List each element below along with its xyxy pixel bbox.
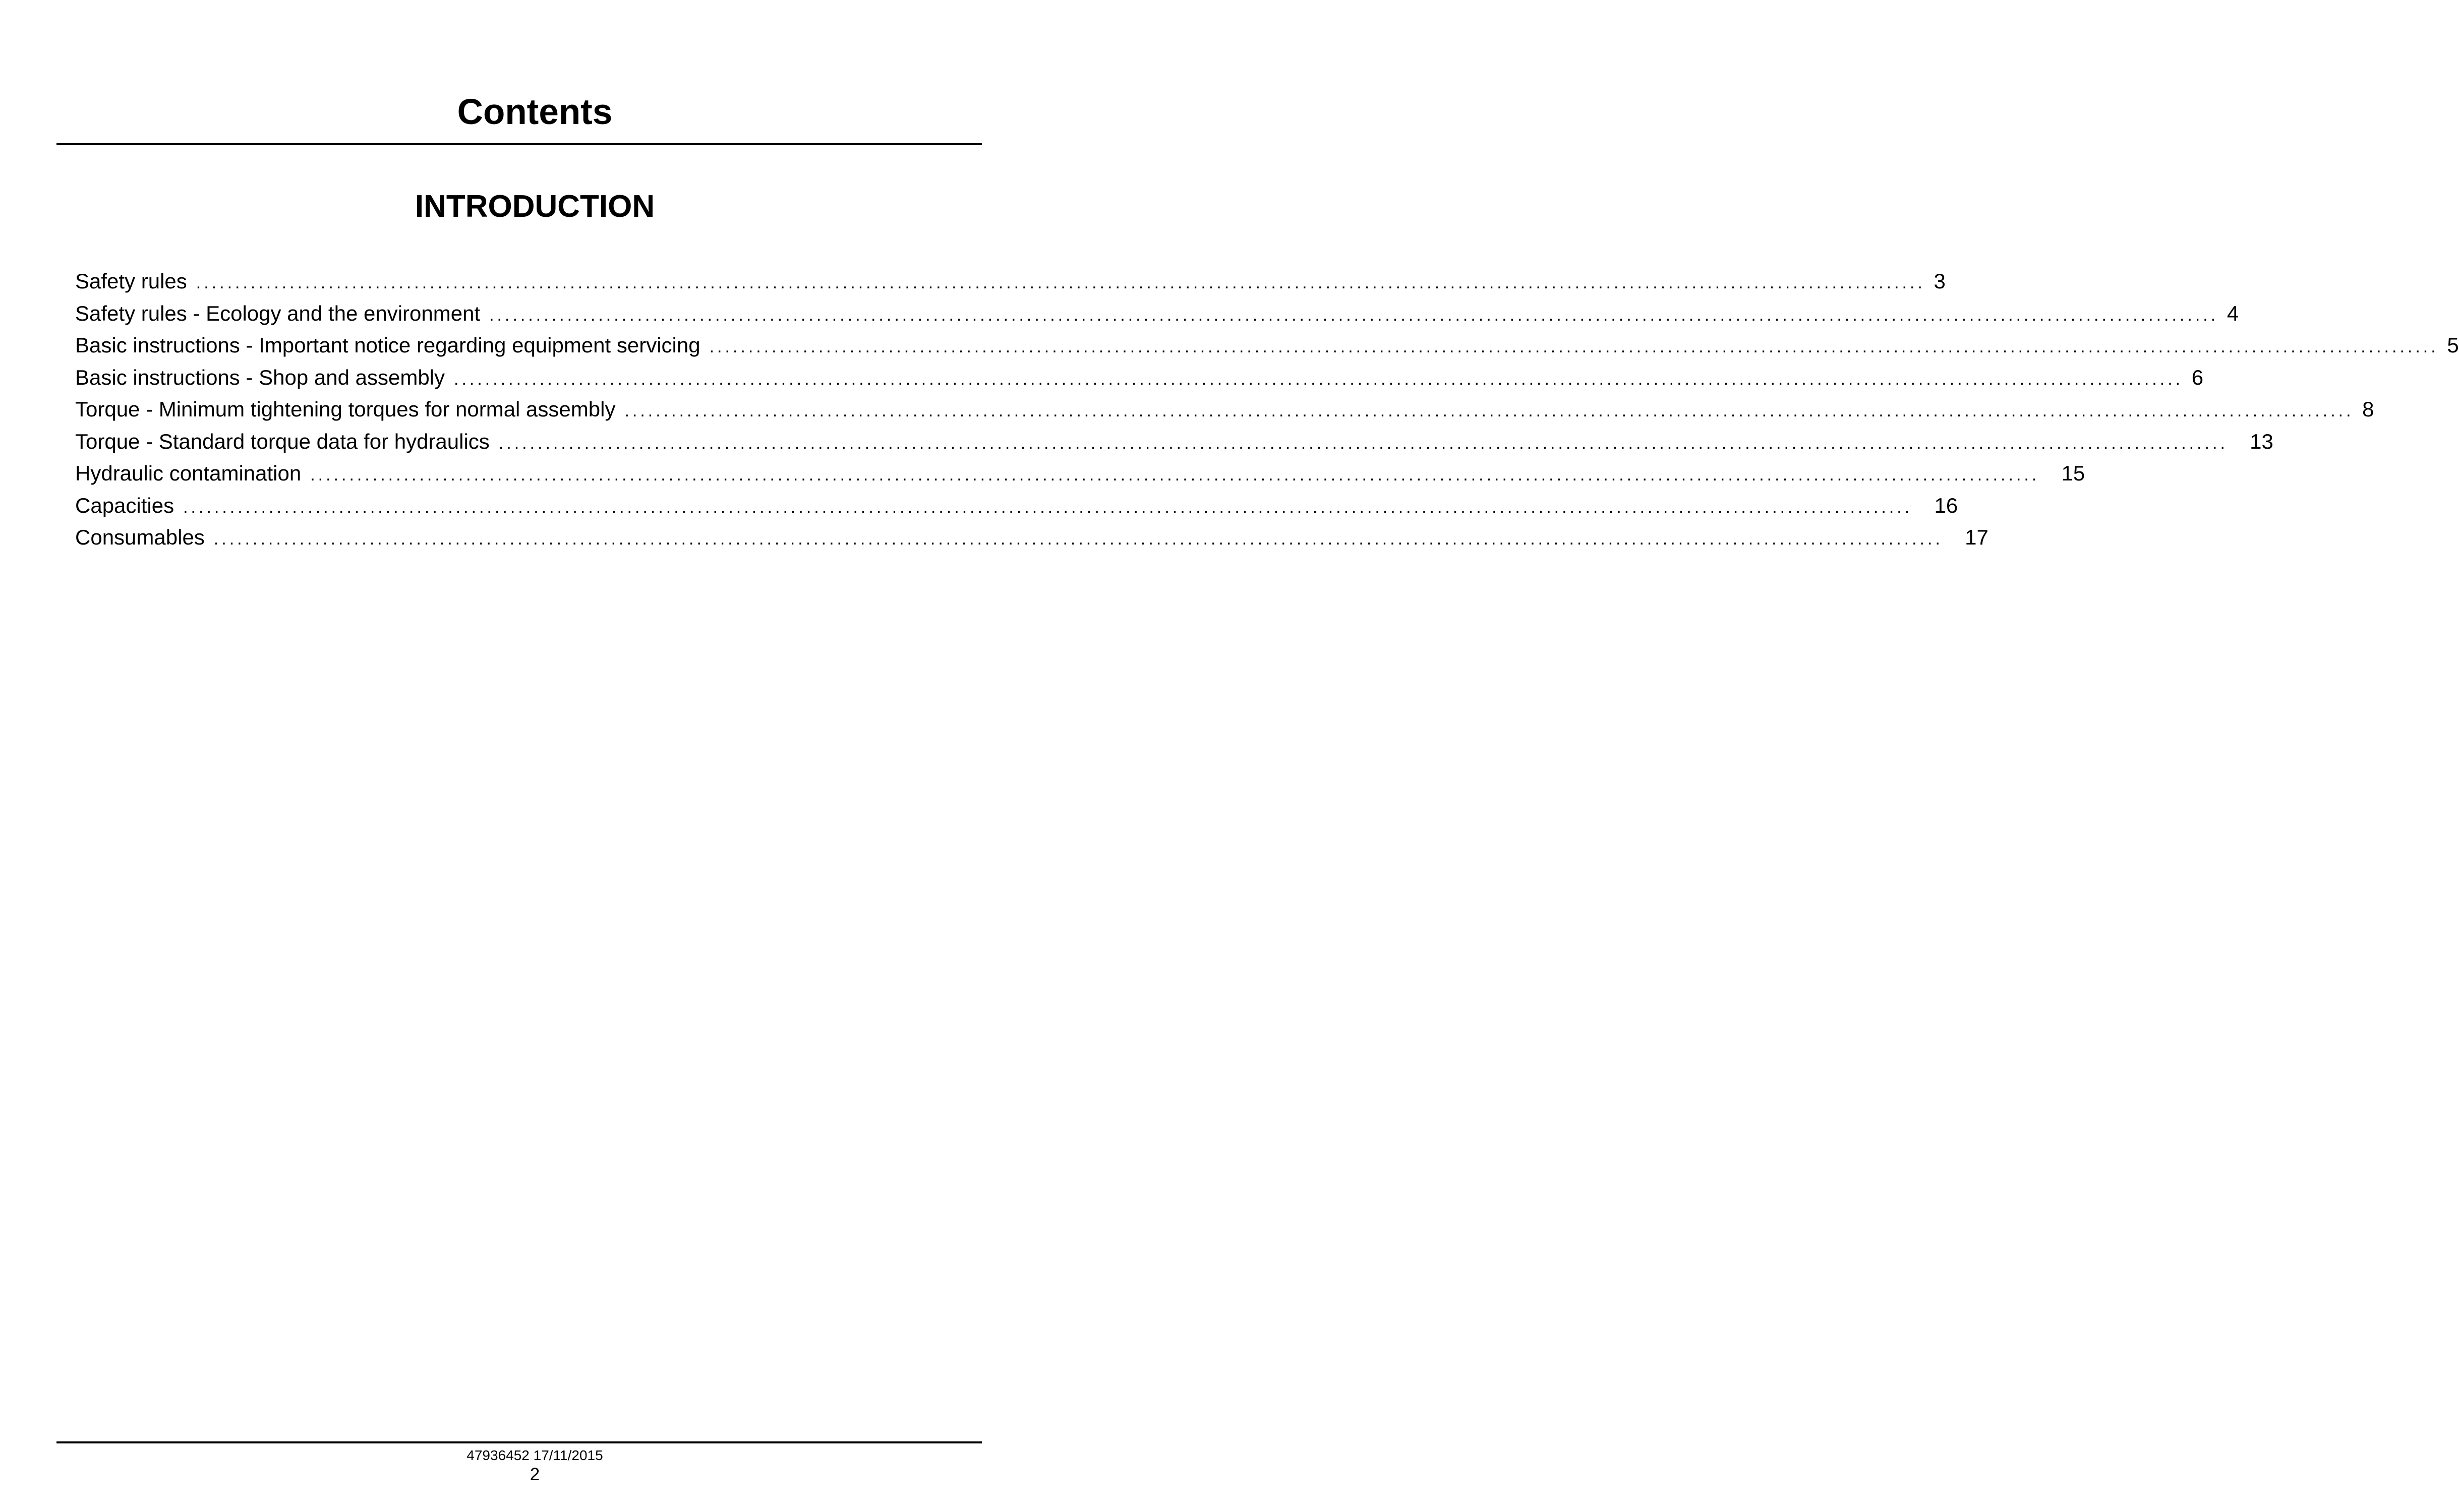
dot-leader: .............................................................................................................................................................................................................................. bbox=[213, 529, 1943, 549]
toc-entry-page: 15 bbox=[2061, 461, 2085, 485]
toc-entry-hydraulic-contamination[interactable] bbox=[75, 457, 2085, 490]
toc-entry-label: Consumables bbox=[75, 525, 205, 549]
header-divider bbox=[56, 143, 982, 145]
footer-divider bbox=[56, 1441, 982, 1443]
toc-entry-page: 16 bbox=[1934, 493, 1958, 517]
toc-entry-capacities[interactable] bbox=[75, 490, 1958, 522]
dot-leader: .............................................................................................................................................................................................................................. bbox=[489, 305, 2219, 325]
toc-entry-consumables[interactable] bbox=[75, 521, 1988, 554]
dot-leader: .............................................................................................................................................................................................................................. bbox=[709, 337, 2439, 356]
toc-entry-page: 6 bbox=[2191, 365, 2204, 389]
dot-leader: .............................................................................................................................................................................................................................. bbox=[310, 465, 2040, 485]
toc-entry-minimum-torques[interactable] bbox=[75, 393, 2374, 426]
page-number: 2 bbox=[530, 1465, 540, 1484]
dot-leader: .............................................................................................................................................................................................................................. bbox=[196, 273, 1925, 292]
toc-entry-page: 13 bbox=[2250, 429, 2273, 453]
toc-entry-page: 17 bbox=[1965, 525, 1988, 549]
document-code: 47936452 17/11/2015 bbox=[466, 1447, 603, 1463]
toc-entry-label: Torque - Standard torque data for hydraulics bbox=[75, 429, 490, 453]
toc-entry-label: Basic instructions - Important notice regarding equipment servicing bbox=[75, 333, 700, 357]
toc-entry-hydraulic-torque[interactable] bbox=[75, 426, 2273, 458]
toc-entry-page: 8 bbox=[2362, 397, 2374, 421]
section-heading: INTRODUCTION bbox=[415, 189, 655, 224]
toc-entry-shop-and-assembly[interactable] bbox=[75, 361, 2204, 394]
toc-entry-ecology[interactable] bbox=[75, 297, 2239, 330]
toc-entry-label: Hydraulic contamination bbox=[75, 461, 302, 485]
toc-entry-label: Safety rules - Ecology and the environment bbox=[75, 301, 481, 325]
toc-entry-label: Basic instructions - Shop and assembly bbox=[75, 365, 445, 389]
toc-entry-label: Torque - Minimum tightening torques for normal assembly bbox=[75, 397, 616, 421]
dot-leader: .............................................................................................................................................................................................................................. bbox=[624, 401, 2354, 420]
dot-leader: .............................................................................................................................................................................................................................. bbox=[454, 369, 2184, 389]
toc-entry-label: Safety rules bbox=[75, 269, 187, 293]
toc-entry-label: Capacities bbox=[75, 493, 174, 517]
toc-entry-equipment-servicing[interactable] bbox=[75, 329, 2459, 361]
toc-entry-page: 4 bbox=[2227, 301, 2239, 325]
dot-leader: .............................................................................................................................................................................................................................. bbox=[183, 497, 1913, 517]
toc-entry-page: 5 bbox=[2447, 333, 2459, 357]
page-title: Contents bbox=[457, 92, 613, 132]
dot-leader: .............................................................................................................................................................................................................................. bbox=[498, 433, 2228, 453]
toc-entry-page: 3 bbox=[1934, 269, 1946, 293]
table-of-contents bbox=[75, 265, 2459, 554]
toc-entry-safety-rules[interactable] bbox=[75, 265, 1946, 297]
